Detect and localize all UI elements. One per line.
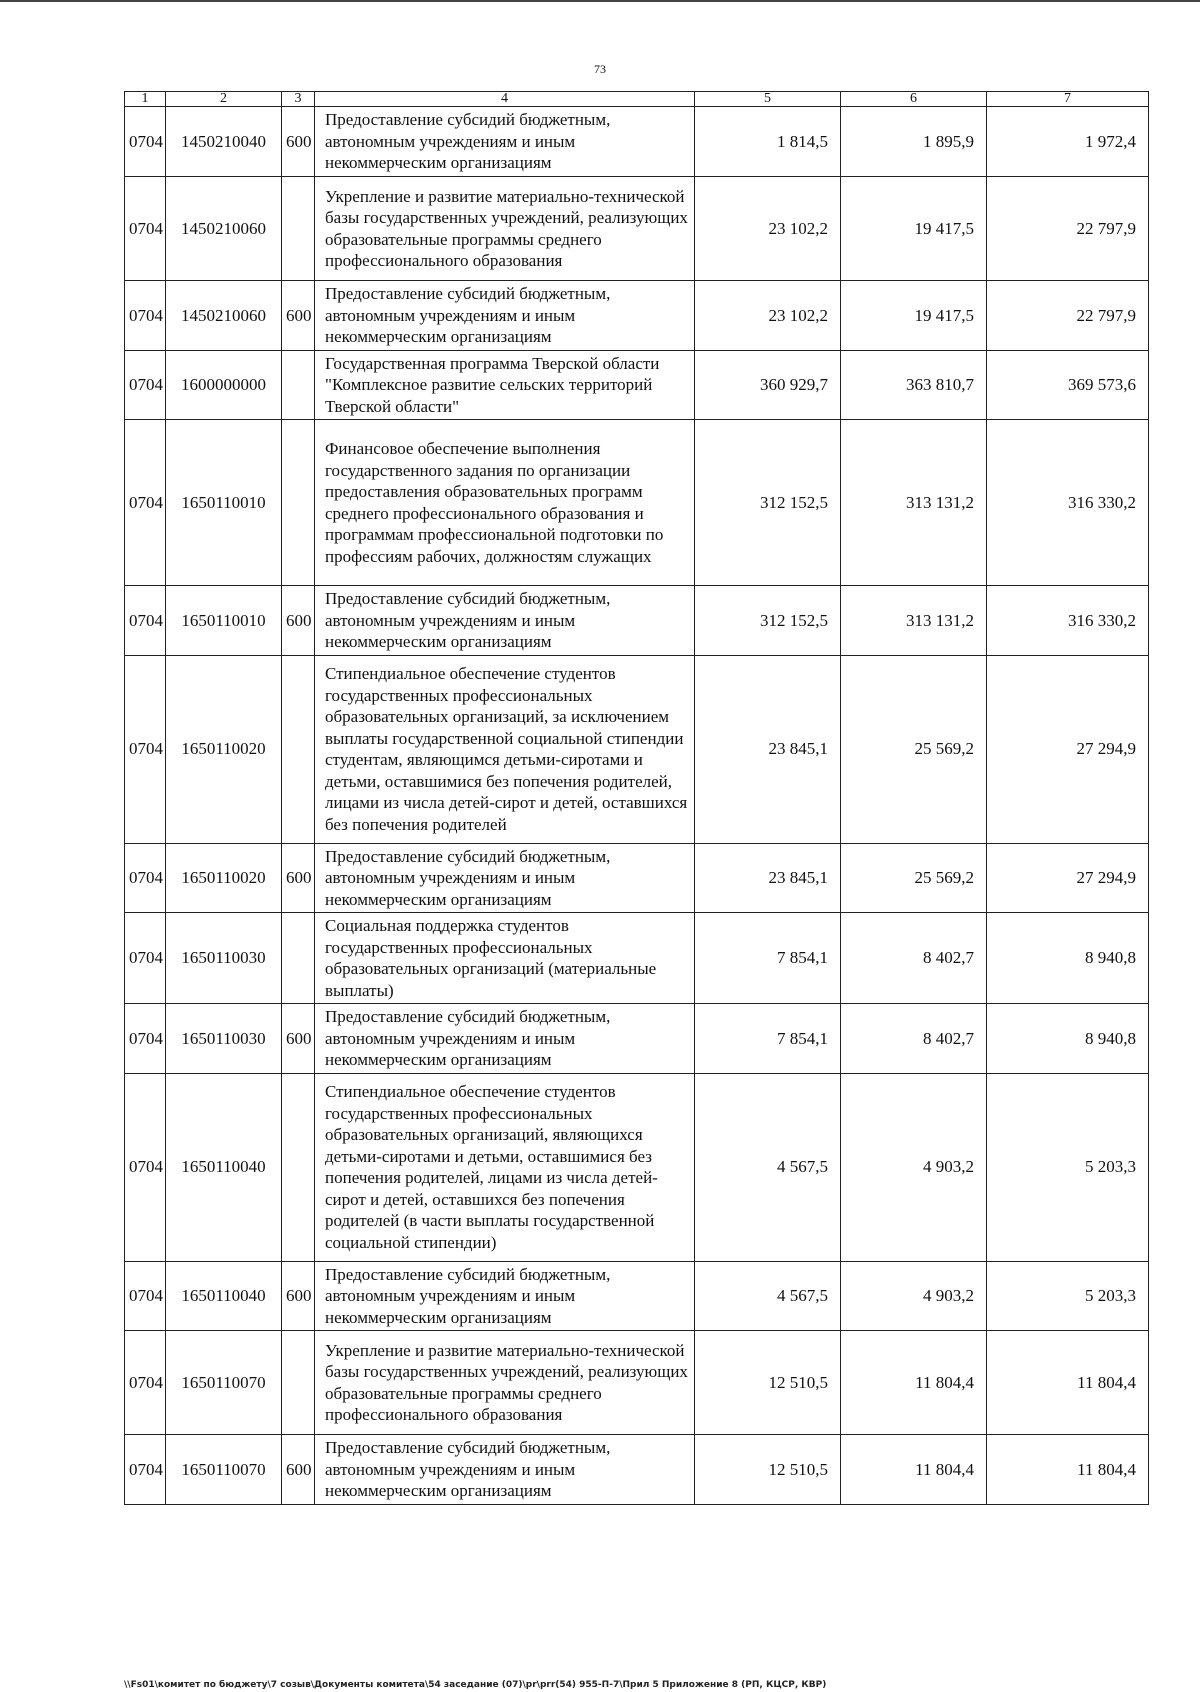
cell-amount-7: 1 972,4 <box>987 107 1149 177</box>
cell-amount-5: 312 152,5 <box>695 586 841 656</box>
cell-expense-type <box>282 655 315 843</box>
cell-description: Предоставление субсидий бюджетным, автономным учреждениям и иным некоммерческим организациям <box>315 843 695 913</box>
cell-amount-7: 11 804,4 <box>987 1435 1149 1505</box>
cell-expense-type <box>282 177 315 281</box>
cell-section-code: 0704 <box>125 913 166 1004</box>
cell-amount-6: 313 131,2 <box>841 420 987 586</box>
table-row <box>125 350 1149 420</box>
cell-section-code: 0704 <box>125 350 166 420</box>
page-number: 73 <box>594 62 606 76</box>
cell-amount-7: 27 294,9 <box>987 843 1149 913</box>
table-row <box>125 281 1149 351</box>
cell-target-code: 1450210060 <box>166 177 282 281</box>
cell-description: Государственная программа Тверской области "Комплексное развитие сельских территорий Тверской области" <box>315 350 695 420</box>
cell-amount-5: 360 929,7 <box>695 350 841 420</box>
cell-amount-6: 19 417,5 <box>841 177 987 281</box>
top-border-line <box>0 0 1200 2</box>
col-header-1: 1 <box>125 92 166 107</box>
col-header-4: 4 <box>315 92 695 107</box>
cell-section-code: 0704 <box>125 420 166 586</box>
cell-amount-6: 4 903,2 <box>841 1073 987 1261</box>
budget-table <box>124 91 1149 1505</box>
cell-expense-type: 600 <box>282 281 315 351</box>
cell-section-code: 0704 <box>125 1261 166 1331</box>
cell-target-code: 1450210060 <box>166 281 282 351</box>
cell-section-code: 0704 <box>125 1073 166 1261</box>
cell-target-code: 1650110070 <box>166 1435 282 1505</box>
cell-expense-type <box>282 420 315 586</box>
table-row <box>125 843 1149 913</box>
cell-target-code: 1650110020 <box>166 655 282 843</box>
file-path-footer: \\Fs01\комитет по бюджету\7 созыв\Документы комитета\54 заседание (07)\pr\prr(54) 955-П-7\Прил 5 Приложение 8 (РП, КЦСР, КВР) <box>124 1680 827 1690</box>
cell-section-code: 0704 <box>125 655 166 843</box>
cell-section-code: 0704 <box>125 1004 166 1074</box>
table-row <box>125 1261 1149 1331</box>
cell-target-code: 1600000000 <box>166 350 282 420</box>
cell-expense-type <box>282 913 315 1004</box>
cell-expense-type: 600 <box>282 1435 315 1505</box>
table-row <box>125 1331 1149 1435</box>
cell-expense-type: 600 <box>282 586 315 656</box>
cell-section-code: 0704 <box>125 107 166 177</box>
cell-target-code: 1650110020 <box>166 843 282 913</box>
cell-amount-5: 23 102,2 <box>695 281 841 351</box>
col-header-5: 5 <box>695 92 841 107</box>
cell-amount-5: 23 845,1 <box>695 843 841 913</box>
cell-amount-7: 5 203,3 <box>987 1261 1149 1331</box>
cell-amount-7: 8 940,8 <box>987 1004 1149 1074</box>
cell-amount-6: 313 131,2 <box>841 586 987 656</box>
table-row <box>125 655 1149 843</box>
cell-section-code: 0704 <box>125 1331 166 1435</box>
cell-description: Социальная поддержка студентов государственных профессиональных образовательных организаций (материальные выплаты) <box>315 913 695 1004</box>
col-header-2: 2 <box>166 92 282 107</box>
cell-amount-7: 316 330,2 <box>987 420 1149 586</box>
cell-target-code: 1650110010 <box>166 586 282 656</box>
cell-target-code: 1650110030 <box>166 913 282 1004</box>
cell-amount-7: 316 330,2 <box>987 586 1149 656</box>
cell-amount-5: 1 814,5 <box>695 107 841 177</box>
table-row <box>125 586 1149 656</box>
cell-expense-type <box>282 350 315 420</box>
table-row <box>125 107 1149 177</box>
header-row <box>125 92 1149 107</box>
cell-amount-6: 4 903,2 <box>841 1261 987 1331</box>
cell-description: Предоставление субсидий бюджетным, автономным учреждениям и иным некоммерческим организациям <box>315 1261 695 1331</box>
cell-amount-6: 363 810,7 <box>841 350 987 420</box>
cell-amount-7: 369 573,6 <box>987 350 1149 420</box>
cell-amount-5: 12 510,5 <box>695 1435 841 1505</box>
cell-target-code: 1650110070 <box>166 1331 282 1435</box>
cell-expense-type <box>282 1331 315 1435</box>
cell-amount-5: 7 854,1 <box>695 1004 841 1074</box>
cell-description: Предоставление субсидий бюджетным, автономным учреждениям и иным некоммерческим организациям <box>315 1435 695 1505</box>
cell-section-code: 0704 <box>125 177 166 281</box>
cell-amount-7: 27 294,9 <box>987 655 1149 843</box>
cell-amount-6: 19 417,5 <box>841 281 987 351</box>
cell-amount-5: 12 510,5 <box>695 1331 841 1435</box>
cell-target-code: 1650110010 <box>166 420 282 586</box>
cell-amount-7: 8 940,8 <box>987 913 1149 1004</box>
cell-amount-5: 4 567,5 <box>695 1261 841 1331</box>
cell-amount-6: 11 804,4 <box>841 1331 987 1435</box>
col-header-3: 3 <box>282 92 315 107</box>
cell-amount-6: 8 402,7 <box>841 913 987 1004</box>
cell-description: Укрепление и развитие материально-технической базы государственных учреждений, реализующих образовательные программы среднего профессионального образования <box>315 1331 695 1435</box>
table-row <box>125 913 1149 1004</box>
table-row <box>125 420 1149 586</box>
cell-section-code: 0704 <box>125 281 166 351</box>
cell-amount-7: 22 797,9 <box>987 281 1149 351</box>
cell-description: Финансовое обеспечение выполнения государственного задания по организации предоставления образовательных программ среднего профессионального образования и программам профессиональной подготовки по профессиям рабочих, должностям служащих <box>315 420 695 586</box>
table-row <box>125 1004 1149 1074</box>
cell-target-code: 1450210040 <box>166 107 282 177</box>
cell-amount-6: 25 569,2 <box>841 655 987 843</box>
cell-description: Укрепление и развитие материально-технической базы государственных учреждений, реализующих образовательные программы среднего профессионального образования <box>315 177 695 281</box>
cell-section-code: 0704 <box>125 843 166 913</box>
cell-section-code: 0704 <box>125 1435 166 1505</box>
cell-amount-5: 23 845,1 <box>695 655 841 843</box>
cell-description: Стипендиальное обеспечение студентов государственных профессиональных образовательных организаций, являющихся детьми-сиротами и детьми, оставшимися без попечения родителей, лицами из числа детей-сирот и детей, оставшихся без попечения родителей (в части выплаты государственной социальной стипендии) <box>315 1073 695 1261</box>
col-header-6: 6 <box>841 92 987 107</box>
cell-amount-7: 22 797,9 <box>987 177 1149 281</box>
cell-amount-7: 5 203,3 <box>987 1073 1149 1261</box>
cell-amount-6: 8 402,7 <box>841 1004 987 1074</box>
cell-expense-type: 600 <box>282 107 315 177</box>
cell-expense-type: 600 <box>282 843 315 913</box>
cell-description: Предоставление субсидий бюджетным, автономным учреждениям и иным некоммерческим организациям <box>315 107 695 177</box>
cell-expense-type: 600 <box>282 1261 315 1331</box>
cell-description: Предоставление субсидий бюджетным, автономным учреждениям и иным некоммерческим организациям <box>315 586 695 656</box>
cell-amount-6: 11 804,4 <box>841 1435 987 1505</box>
cell-amount-5: 4 567,5 <box>695 1073 841 1261</box>
cell-target-code: 1650110040 <box>166 1073 282 1261</box>
table-body <box>125 107 1149 1505</box>
cell-section-code: 0704 <box>125 586 166 656</box>
cell-description: Предоставление субсидий бюджетным, автономным учреждениям и иным некоммерческим организациям <box>315 281 695 351</box>
table-row <box>125 1073 1149 1261</box>
cell-amount-5: 312 152,5 <box>695 420 841 586</box>
col-header-7: 7 <box>987 92 1149 107</box>
table-row <box>125 1435 1149 1505</box>
cell-description: Предоставление субсидий бюджетным, автономным учреждениям и иным некоммерческим организациям <box>315 1004 695 1074</box>
cell-target-code: 1650110030 <box>166 1004 282 1074</box>
cell-amount-5: 7 854,1 <box>695 913 841 1004</box>
cell-expense-type <box>282 1073 315 1261</box>
cell-expense-type: 600 <box>282 1004 315 1074</box>
cell-amount-5: 23 102,2 <box>695 177 841 281</box>
cell-description: Стипендиальное обеспечение студентов государственных профессиональных образовательных организаций, за исключением выплаты государственной социальной стипендии студентам, являющимся детьми-сиротами и детьми, оставшимися без попечения родителей, лицами из числа детей-сирот и детей, оставшихся без попечения родителей <box>315 655 695 843</box>
cell-amount-6: 25 569,2 <box>841 843 987 913</box>
cell-target-code: 1650110040 <box>166 1261 282 1331</box>
cell-amount-6: 1 895,9 <box>841 107 987 177</box>
table-row <box>125 177 1149 281</box>
cell-amount-7: 11 804,4 <box>987 1331 1149 1435</box>
